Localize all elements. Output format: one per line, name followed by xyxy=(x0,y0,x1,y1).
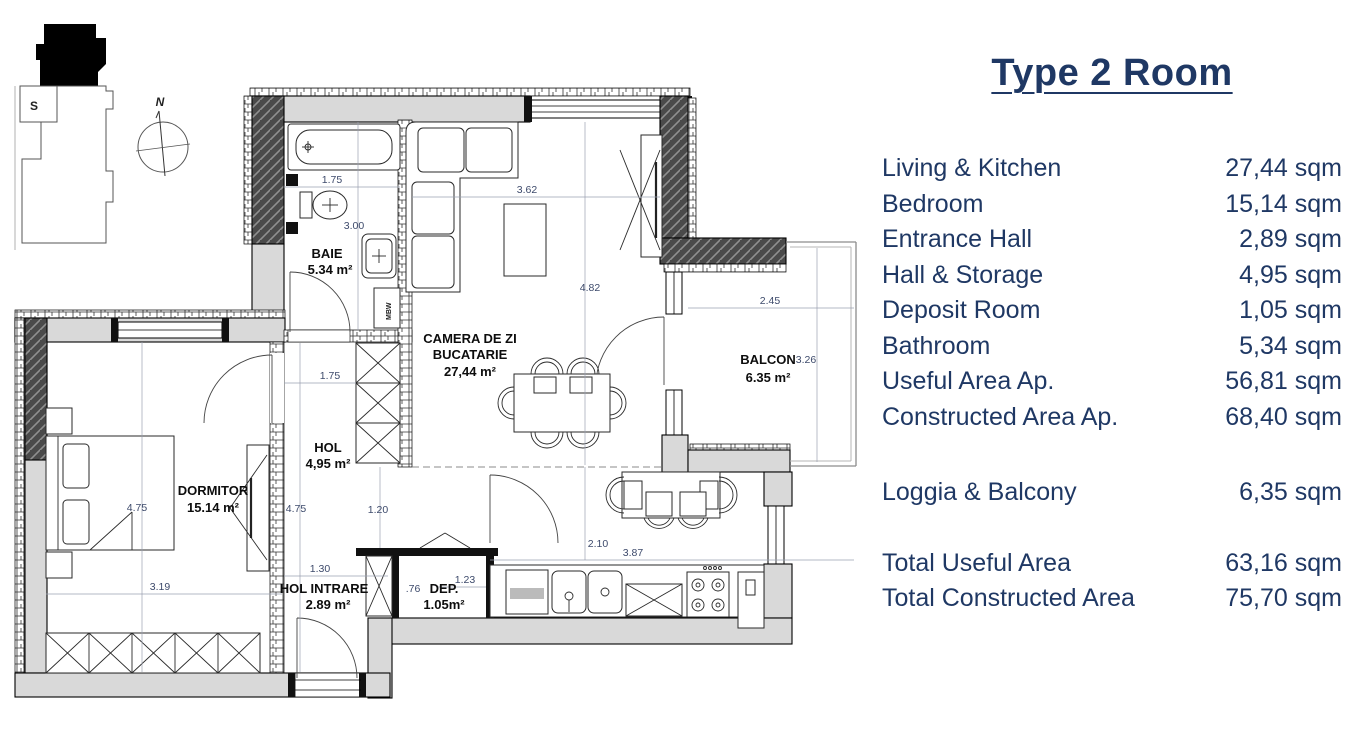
legend-value: 6,35 sqm xyxy=(1239,478,1342,506)
washer-label: MBW xyxy=(386,302,393,320)
legend-label: Bathroom xyxy=(882,331,991,360)
legend-label: Total Useful Area xyxy=(882,548,1071,577)
site-key-s-label: S xyxy=(29,99,39,113)
legend-value: 63,16 sqm xyxy=(1225,548,1342,577)
site-key-highlighted-unit xyxy=(36,24,106,86)
room-area-deposit: 1.05m² xyxy=(423,597,465,612)
room-label-deposit: DEP. xyxy=(429,581,459,596)
room-label-bathroom: BAIE xyxy=(311,246,343,261)
legend-value: 1,05 sqm xyxy=(1239,296,1342,324)
legend-row xyxy=(882,258,1342,294)
dim-balcony-width: 2.45 xyxy=(759,295,781,307)
dim-kitchen-width: 3.87 xyxy=(622,547,644,559)
dim-bath-height: 3.00 xyxy=(343,220,365,232)
room-area-living: 27,44 m² xyxy=(443,364,497,379)
dim-living-width: 3.62 xyxy=(516,184,538,196)
legend-value: 2,89 sqm xyxy=(1239,225,1342,253)
room-label-balcony: BALCON xyxy=(740,352,796,367)
dimension-labels xyxy=(127,174,817,595)
legend-label: Deposit Room xyxy=(882,296,1041,324)
wardrobe-bedroom xyxy=(46,633,260,673)
dim-bath-width: 1.75 xyxy=(321,174,343,186)
legend-row xyxy=(882,329,1342,365)
stove xyxy=(687,567,729,618)
totals-block xyxy=(882,546,1342,617)
washing-machine xyxy=(374,288,400,328)
legend-label: Total Constructed Area xyxy=(882,584,1135,612)
legend-value: 15,14 sqm xyxy=(1225,189,1342,218)
legend-label: Living & Kitchen xyxy=(882,154,1062,182)
room-label-living-2: BUCATARIE xyxy=(432,347,508,362)
dim-deposit-width: 1.23 xyxy=(454,574,476,586)
north-label: N xyxy=(155,95,165,109)
dim-living-height: 4.82 xyxy=(579,282,601,294)
page-title: Type 2 Room xyxy=(991,52,1233,94)
room-area-hall: 4,95 m² xyxy=(305,456,351,471)
legend-label: Loggia & Balcony xyxy=(882,478,1077,506)
legend-row xyxy=(882,364,1342,400)
shoe-cabinet xyxy=(366,556,392,616)
fridge xyxy=(738,572,764,628)
room-area-balcony: 6.35 m² xyxy=(745,370,791,385)
dim-hall-height: 4.75 xyxy=(285,503,307,515)
room-area-bathroom: 5.34 m² xyxy=(307,262,353,277)
room-label-living: CAMERA DE ZI xyxy=(423,331,517,346)
dining-table-small xyxy=(606,472,737,528)
dim-hall-width: 1.75 xyxy=(319,370,341,382)
toilet xyxy=(300,191,347,219)
dim-entry-width: 1.30 xyxy=(309,563,331,575)
legend-value: 68,40 sqm xyxy=(1225,402,1342,431)
legend-row xyxy=(882,293,1342,329)
legend-label: Bedroom xyxy=(882,189,984,218)
sink-right xyxy=(588,571,622,613)
legend-row xyxy=(882,400,1342,436)
kitchen-door-arc xyxy=(490,475,558,543)
bedroom-door-arc xyxy=(204,355,272,423)
legend-label: Entrance Hall xyxy=(882,225,1033,253)
room-area-list xyxy=(882,151,1342,435)
room-area-entrance: 2.89 m² xyxy=(305,597,351,612)
room-area-bedroom: 15.14 m² xyxy=(186,500,240,515)
room-label-entrance: HOL INTRARE xyxy=(279,581,369,596)
sofa xyxy=(406,122,518,292)
dim-bedroom-width: 3.19 xyxy=(149,581,171,593)
legend-row xyxy=(882,475,1342,511)
legend-row xyxy=(882,222,1342,258)
legend-value: 5,34 sqm xyxy=(1239,331,1342,360)
legend-value: 56,81 sqm xyxy=(1225,367,1342,395)
site-key xyxy=(15,24,113,250)
entrance-door-arc xyxy=(297,618,357,678)
dim-deposit-depth: .76 xyxy=(405,583,421,595)
legend-row xyxy=(882,151,1342,187)
legend-label: Constructed Area Ap. xyxy=(882,402,1119,431)
coffee-table xyxy=(504,204,546,276)
bed xyxy=(46,436,174,550)
bathtub xyxy=(288,124,400,170)
bathroom-sink xyxy=(362,234,396,278)
loggia-block xyxy=(882,475,1342,511)
dining-table-large xyxy=(498,358,626,448)
dim-hall-passage: 1.20 xyxy=(367,504,389,516)
legend-value: 75,70 sqm xyxy=(1225,584,1342,612)
nightstand-bottom xyxy=(46,552,72,578)
dim-dining-height: 2.10 xyxy=(587,538,609,550)
legend-value: 4,95 sqm xyxy=(1239,260,1342,289)
dim-bedroom-height: 4.75 xyxy=(126,502,148,514)
room-label-bedroom: DORMITOR xyxy=(177,483,249,498)
dim-balcony-height: 3.26 xyxy=(795,354,817,366)
legend-row xyxy=(882,581,1342,617)
nightstand-top xyxy=(46,408,72,434)
legend-row xyxy=(882,187,1342,223)
tv-unit-living xyxy=(620,135,662,257)
legend-label: Hall & Storage xyxy=(882,260,1044,289)
bathroom-door-arc xyxy=(290,272,350,332)
legend-value: 27,44 sqm xyxy=(1225,154,1342,182)
legend-row xyxy=(882,546,1342,582)
room-label-hall: HOL xyxy=(314,440,342,455)
compass-icon xyxy=(136,95,190,176)
legend-panel xyxy=(882,52,1342,617)
wardrobe-hall xyxy=(356,343,400,463)
legend-label: Useful Area Ap. xyxy=(882,367,1055,395)
